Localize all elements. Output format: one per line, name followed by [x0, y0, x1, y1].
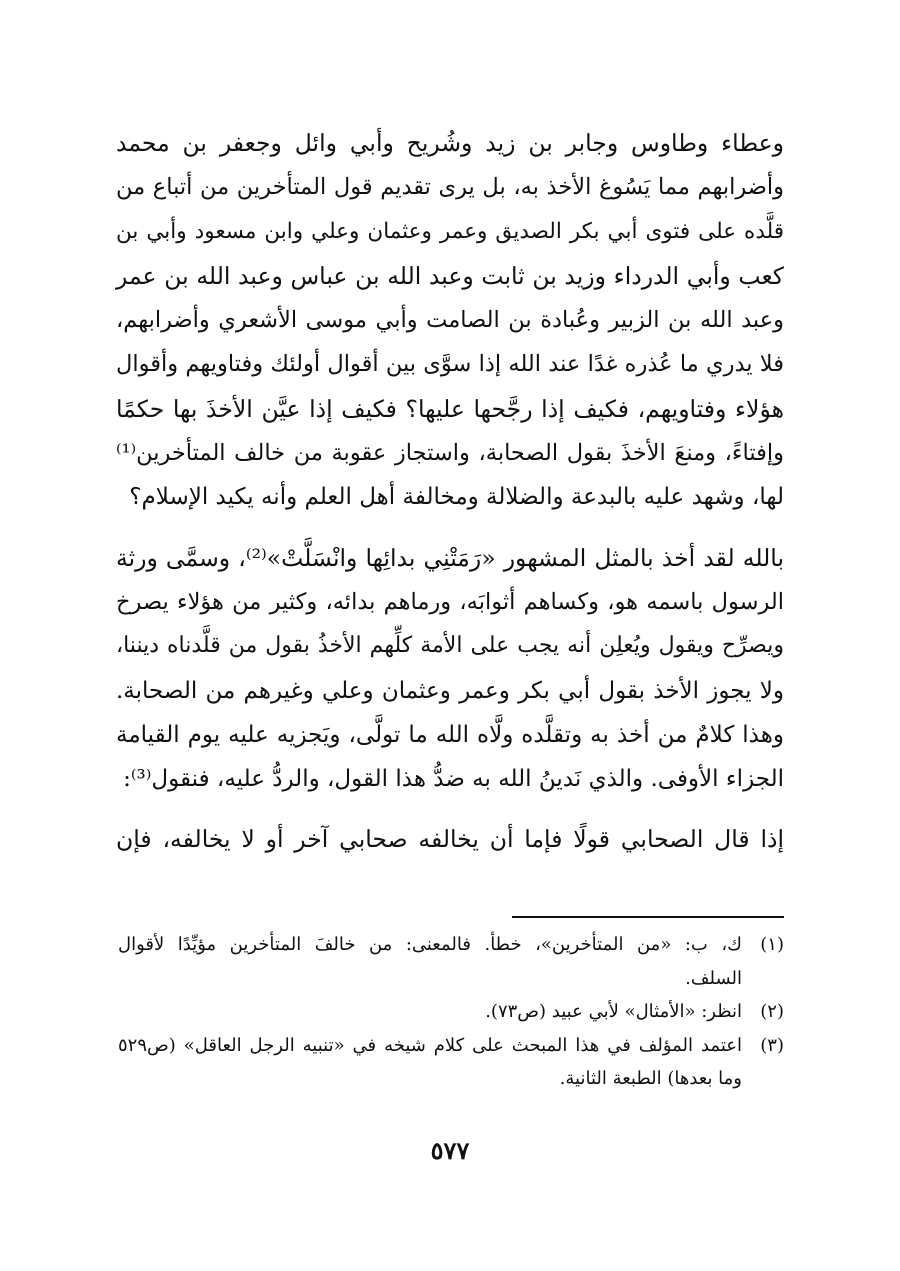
- text-line: وعبد الله بن الزبير وعُبادة بن الصامت وأبي موسى الأشعري وأضرابهم،: [116, 307, 784, 334]
- footnote-text: [118, 995, 742, 1029]
- text-line: الرسول باسمه هو، وكساهم أثوابَه، ورماهم بدائه، وكثير من هؤلاء يصرخ: [116, 588, 784, 615]
- text-line: وإفتاءً، ومنعَ الأخذَ بقول الصحابة، واستجاز عقوبة من خالف المتأخرين⁽¹⁾: [116, 440, 784, 467]
- text-line: إذا قال الصحابي قولًا فإما أن يخالفه صحابي آخر أو لا يخالفه، فإن: [116, 825, 784, 854]
- footnote-line: ك، ب: «من المتأخرين»، خطأ. فالمعنى: من خالفَ المتأخرين مؤيِّدًا لأقوال: [118, 934, 742, 955]
- text-line: هؤلاء وفتاويهم، فكيف إذا رجَّحها عليها؟ فكيف إذا عيَّن الأخذَ بها حكمًا: [116, 394, 784, 423]
- page-number: ٥٧٧: [430, 1136, 470, 1165]
- footnote-separator: [512, 916, 784, 918]
- paragraph-2: [116, 536, 784, 802]
- text-line: بالله لقد أخذ بالمثل المشهور «رَمَتْنِي بدائِها وانْسَلَّتْ»⁽²⁾، وسمَّى ورثة: [116, 543, 784, 572]
- footnotes: [118, 928, 784, 1096]
- text-line: ويصرِّح ويقول ويُعلِن أنه يجب على الأمة كلِّهم الأخذُ بقول من قلَّدناه ديننا،: [116, 633, 784, 659]
- text-line: ولا يجوز الأخذ بقول أبي بكر وعمر وعثمان وعلي وغيرهم من الصحابة.: [116, 677, 784, 704]
- footnote-3: [118, 1029, 784, 1096]
- paragraph-1: [116, 121, 784, 520]
- paragraph-gap: [116, 801, 784, 817]
- text-line: كعب وأبي الدرداء وزيد بن ثابت وعبد الله بن عباس وعبد الله بن عمر: [116, 261, 784, 290]
- footnote-number: (٢): [760, 1001, 784, 1022]
- paragraph-3: [116, 817, 784, 861]
- text-line: لها، وشهد عليه بالبدعة والضلالة ومخالفة أهل العلم وأنه يكيد الإسلام؟: [129, 484, 784, 511]
- footnote-line: انظر: «الأمثال» لأبي عبيد (ص٧٣).: [485, 1001, 742, 1022]
- text-line: وأضرابهم مما يَسُوغ الأخذ به، بل يرى تقديم قول المتأخرين من أتباع من: [116, 174, 784, 201]
- footnote-text: [118, 928, 742, 995]
- footnote-number: (٣): [760, 1034, 784, 1056]
- footnote-2: [118, 995, 784, 1029]
- footnote-line: اعتمد المؤلف في هذا المبحث على كلام شيخه في «تنبيه الرجل العاقل» (ص٥٢٩: [118, 1034, 742, 1056]
- text-line: الجزاء الأوفى. والذي نَدينُ الله به ضدُّ هذا القول، والردُّ عليه، فنقول⁽³⁾:: [123, 766, 784, 793]
- footnote-line: السلف.: [685, 967, 742, 989]
- text-line: قلَّده على فتوى أبي بكر الصديق وعمر وعثمان وعلي وابن مسعود وأبي بن: [116, 218, 784, 244]
- text-line: فلا يدري ما عُذره غدًا عند الله إذا سوَّى بين أقوال أولئك وفتاويهم وأقوال: [116, 351, 784, 378]
- footnote-text: [118, 1029, 742, 1096]
- text-line: وهذا كلامٌ من أخذ به وتقلَّده ولَّاه الله ما تولَّى، ويَجزيه عليه يوم القيامة: [116, 721, 784, 748]
- footnote-line: وما بعدها) الطبعة الثانية.: [559, 1068, 742, 1089]
- paragraph-gap: [116, 520, 784, 536]
- text-line: وعطاء وطاوس وجابر بن زيد وشُريح وأبي وائل وجعفر بن محمد: [116, 129, 784, 157]
- footnote-1: [118, 928, 784, 995]
- main-text: [116, 121, 784, 862]
- footnote-number: (١): [760, 934, 784, 955]
